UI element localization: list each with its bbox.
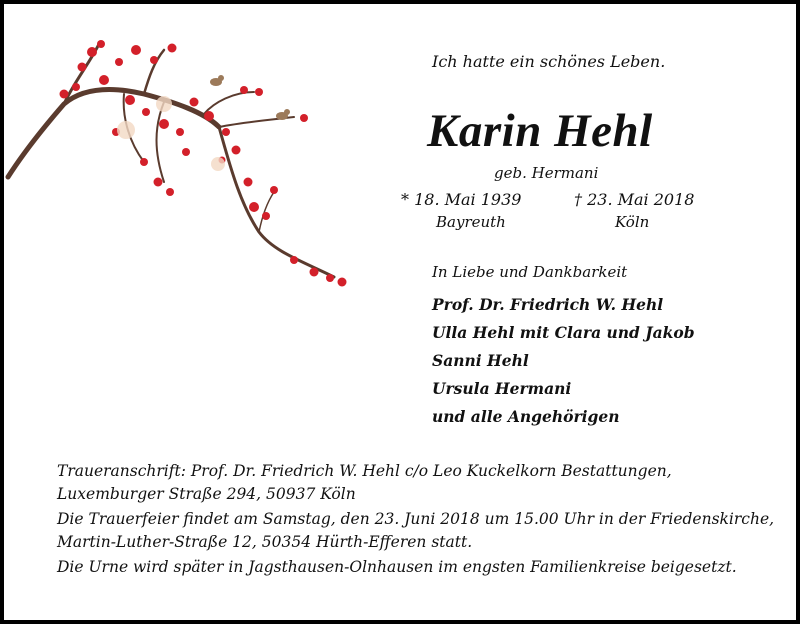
deceased-name: Karin Hehl — [427, 105, 653, 157]
urn-info: Die Urne wird später in Jagsthausen-Olnhausen im engsten Familienkreise beigesetzt. — [57, 558, 737, 576]
service-line: Martin-Luther-Straße 12, 50354 Hürth-Efferen statt. — [57, 533, 473, 551]
motto: Ich hatte ein schönes Leben. — [432, 52, 666, 71]
birth-date: * 18. Mai 1939 — [401, 190, 522, 209]
address-line: Luxemburger Straße 294, 50937 Köln — [57, 485, 356, 503]
bird-icon — [210, 75, 290, 120]
birth-place: Bayreuth — [436, 213, 506, 231]
mourning-address — [57, 460, 777, 506]
service-info — [57, 508, 777, 554]
mourners-intro: In Liebe und Dankbarkeit — [432, 263, 628, 281]
death-date: † 23. Mai 2018 — [574, 190, 695, 209]
death-place: Köln — [615, 213, 650, 231]
cherry-blossom-branch-illustration — [4, 32, 364, 292]
mourner-name: Prof. Dr. Friedrich W. Hehl — [432, 295, 664, 314]
address-line: Traueranschrift: Prof. Dr. Friedrich W. Hehl c/o Leo Kuckelkorn Bestattungen, — [57, 462, 672, 480]
funeral-info — [57, 460, 777, 581]
mourner-name: Sanni Hehl — [432, 351, 529, 370]
service-line: Die Trauerfeier findet am Samstag, den 23. Juni 2018 um 15.00 Uhr in der Friedenskirche, — [57, 510, 775, 528]
maiden-name: geb. Hermani — [494, 164, 599, 182]
mourner-name: Ursula Hermani — [432, 379, 572, 398]
mourner-name: und alle Angehörigen — [432, 407, 620, 426]
mourner-name: Ulla Hehl mit Clara und Jakob — [432, 323, 695, 342]
mourners-list — [432, 293, 695, 433]
